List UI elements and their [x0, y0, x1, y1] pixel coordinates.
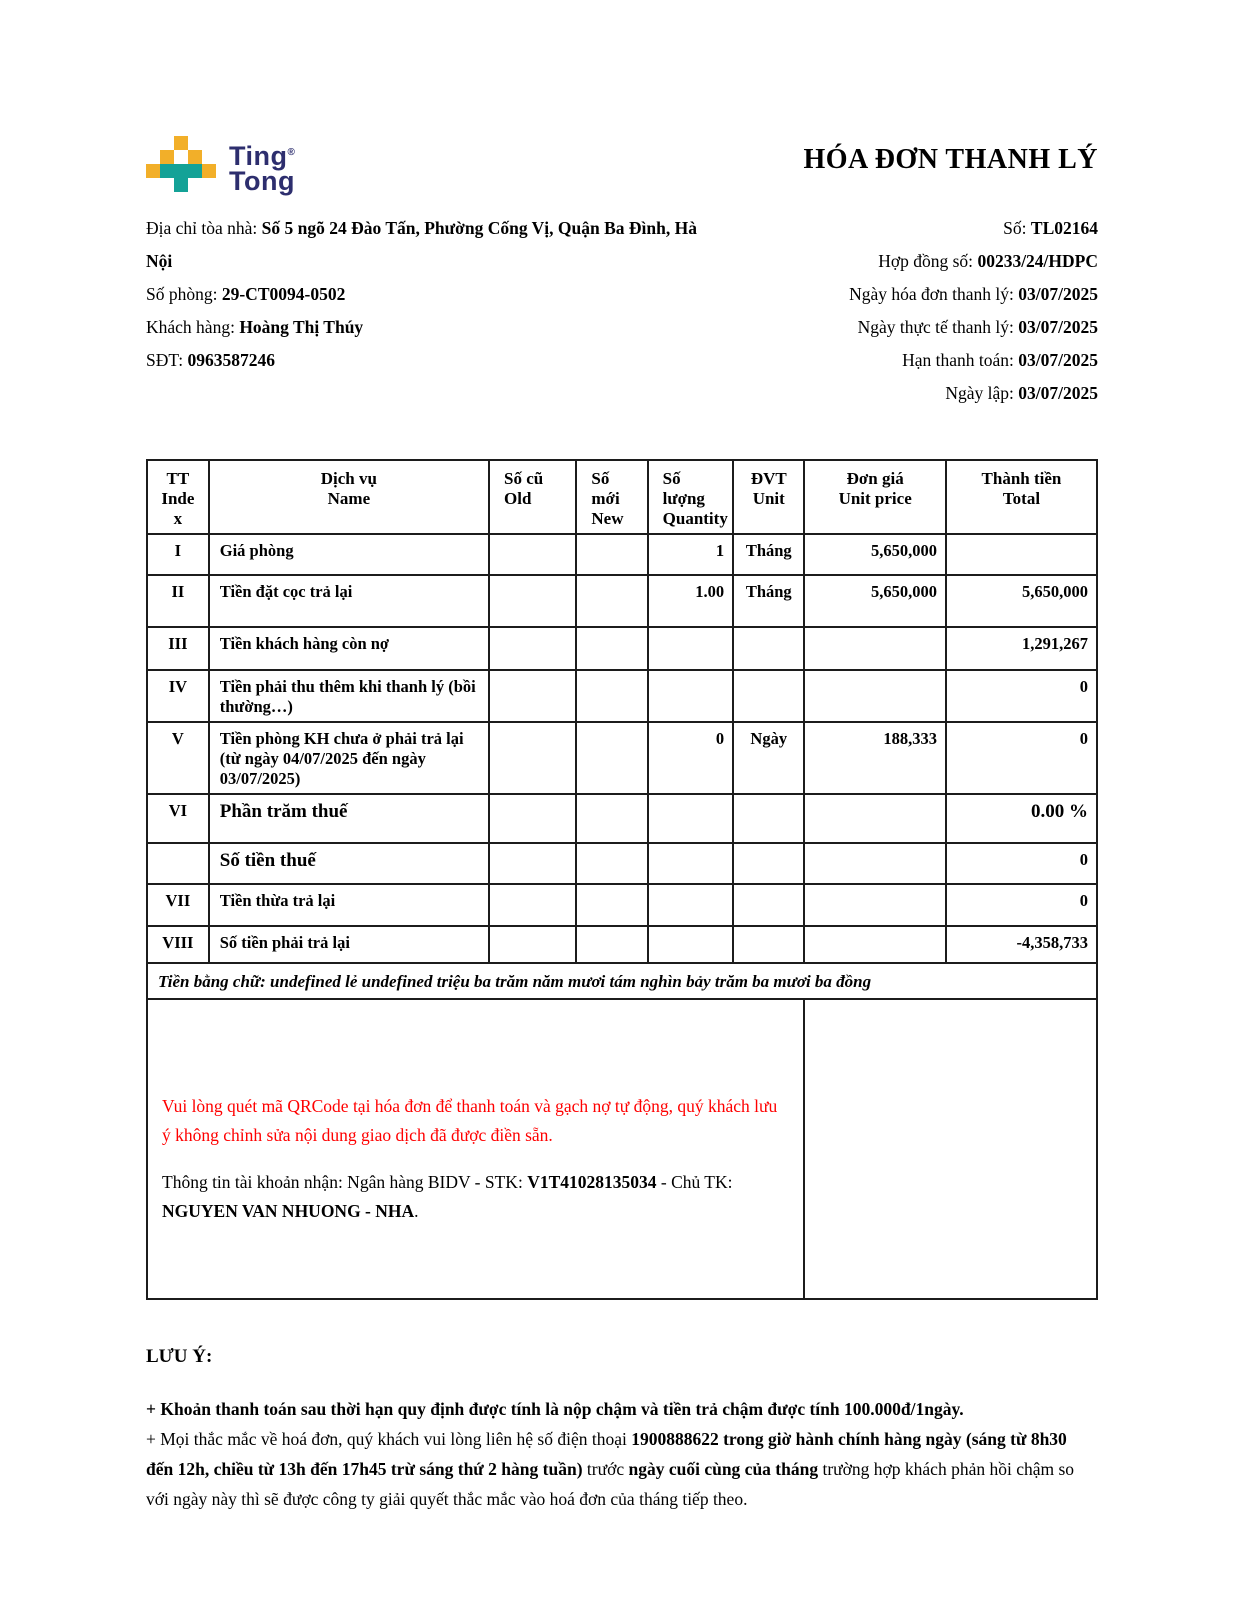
row-total: 0 — [946, 843, 1097, 884]
liquidation-invoice-date: Ngày hóa đơn thanh lý: 03/07/2025 — [849, 284, 1098, 305]
row-index: III — [147, 627, 209, 670]
row-total: 5,650,000 — [946, 575, 1097, 627]
customer-phone: SĐT: 0963587246 — [146, 350, 275, 371]
info-left — [146, 212, 706, 410]
row-unit — [733, 627, 804, 670]
row-service-name: Phần trăm thuế — [209, 794, 489, 843]
col-header-unit-price: Đơn giá Unit price — [804, 460, 946, 534]
row-new — [576, 926, 647, 963]
row-old — [489, 627, 576, 670]
row-old — [489, 670, 576, 722]
actual-liquidation-date: Ngày thực tế thanh lý: 03/07/2025 — [857, 317, 1098, 338]
row-unit: Tháng — [733, 534, 804, 575]
row-unit-price: 188,333 — [804, 722, 946, 794]
row-service-name: Tiền thừa trả lại — [209, 884, 489, 926]
invoice-number: Số: TL02164 — [1003, 218, 1098, 239]
row-new — [576, 884, 647, 926]
row-old — [489, 722, 576, 794]
info-right — [849, 212, 1098, 410]
table-row — [147, 575, 1097, 627]
row-unit-price — [804, 884, 946, 926]
page-title: HÓA ĐƠN THANH LÝ — [803, 144, 1098, 175]
row-old — [489, 794, 576, 843]
row-unit — [733, 884, 804, 926]
row-old — [489, 843, 576, 884]
row-total: 0 — [946, 670, 1097, 722]
table-row — [147, 884, 1097, 926]
row-quantity — [648, 794, 734, 843]
payment-deadline: Hạn thanh toán: 03/07/2025 — [902, 350, 1098, 371]
logo-line2: Tong — [229, 166, 295, 197]
row-index: VIII — [147, 926, 209, 963]
table-row — [147, 794, 1097, 843]
row-index: I — [147, 534, 209, 575]
row-quantity: 1.00 — [648, 575, 734, 627]
row-quantity — [648, 627, 734, 670]
table-row — [147, 670, 1097, 722]
row-index: V — [147, 722, 209, 794]
row-new — [576, 722, 647, 794]
table-row — [147, 926, 1097, 963]
row-unit-price: 5,650,000 — [804, 575, 946, 627]
row-index: IV — [147, 670, 209, 722]
room-number: Số phòng: 29-CT0094-0502 — [146, 284, 346, 305]
row-total — [946, 534, 1097, 575]
row-total: 1,291,267 — [946, 627, 1097, 670]
row-new — [576, 534, 647, 575]
row-service-name: Số tiền phải trả lại — [209, 926, 489, 963]
qr-code-area — [804, 999, 1097, 1299]
qr-payment-note: Vui lòng quét mã QRCode tại hóa đơn để thanh toán và gạch nợ tự động, quý khách lưu ý không chỉnh sửa nội dung giao dịch đã được điền sẵn. — [162, 1096, 778, 1146]
row-quantity: 0 — [648, 722, 734, 794]
row-quantity: 1 — [648, 534, 734, 575]
row-new — [576, 575, 647, 627]
col-header-unit: ĐVT Unit — [733, 460, 804, 534]
registered-mark: ® — [287, 147, 296, 158]
amount-in-words: Tiền bằng chữ: undefined lẻ undefined triệu ba trăm năm mươi tám nghìn bảy trăm ba mươi ba đồng — [147, 963, 1097, 999]
row-index: VII — [147, 884, 209, 926]
footer-notes — [146, 1342, 1098, 1514]
row-unit — [733, 843, 804, 884]
table-row — [147, 722, 1097, 794]
table-row — [147, 534, 1097, 575]
notes-title: LƯU Ý: — [146, 1346, 213, 1368]
row-service-name: Giá phòng — [209, 534, 489, 575]
row-unit — [733, 926, 804, 963]
row-total: 0 — [946, 884, 1097, 926]
row-new — [576, 794, 647, 843]
row-quantity — [648, 926, 734, 963]
row-quantity — [648, 843, 734, 884]
col-header-index: TTIndex — [147, 460, 209, 534]
row-old — [489, 575, 576, 627]
col-header-quantity: Số lượng Quantity — [648, 460, 734, 534]
row-service-name: Tiền phòng KH chưa ở phải trả lại (từ ngày 04/07/2025 đến ngày 03/07/2025) — [209, 722, 489, 794]
row-unit-price — [804, 670, 946, 722]
row-unit-price — [804, 926, 946, 963]
row-old — [489, 534, 576, 575]
row-unit: Tháng — [733, 575, 804, 627]
row-service-name: Tiền đặt cọc trả lại — [209, 575, 489, 627]
row-total: 0 — [946, 722, 1097, 794]
row-quantity — [648, 884, 734, 926]
header — [146, 136, 1098, 197]
payment-instructions-cell — [147, 999, 804, 1299]
customer-name: Khách hàng: Hoàng Thị Thúy — [146, 317, 364, 338]
contact-note: + Mọi thắc mắc về hoá đơn, quý khách vui lòng liên hệ số điện thoại 1900888622 trong giờ hành chính hàng ngày (sáng từ 8h30 đến 12h, chiều từ 13h đến 17h45 trừ sáng thứ 2 hàng tuần) trước ngày cuối cùng của tháng trường hợp khách phản hồi chậm so với ngày này thì sẽ được công ty giải quyết thắc mắc vào hoá đơn của tháng tiếp theo. — [146, 1429, 1075, 1510]
invoice-table — [146, 459, 1098, 1300]
row-total: 0.00 % — [946, 794, 1097, 843]
row-new — [576, 670, 647, 722]
logo-line1: Ting — [229, 141, 288, 171]
row-new — [576, 843, 647, 884]
row-old — [489, 884, 576, 926]
row-unit-price — [804, 794, 946, 843]
row-unit — [733, 670, 804, 722]
row-total: -4,358,733 — [946, 926, 1097, 963]
tingtong-logo — [146, 136, 296, 197]
row-old — [489, 926, 576, 963]
bank-account-info: Thông tin tài khoản nhận: Ngân hàng BIDV - STK: V1T41028135034 - Chủ TK: NGUYEN VAN NHUONG - NHA. — [162, 1172, 733, 1222]
row-unit: Ngày — [733, 722, 804, 794]
col-header-new: Số mới New — [576, 460, 647, 534]
invoice-info — [146, 212, 1098, 410]
row-service-name: Số tiền thuế — [209, 843, 489, 884]
row-unit-price: 5,650,000 — [804, 534, 946, 575]
tingtong-logo-icon — [146, 136, 216, 194]
row-unit — [733, 794, 804, 843]
table-row — [147, 843, 1097, 884]
row-new — [576, 627, 647, 670]
amount-in-words-row — [147, 963, 1097, 999]
col-header-service: Dịch vụ Name — [209, 460, 489, 534]
logo-wordmark — [229, 141, 296, 197]
row-quantity — [648, 670, 734, 722]
late-payment-note: + Khoản thanh toán sau thời hạn quy định được tính là nộp chậm và tiền trả chậm được tính 100.000đ/1ngày. — [146, 1399, 964, 1420]
row-unit-price — [804, 843, 946, 884]
table-row — [147, 627, 1097, 670]
col-header-total: Thành tiền Total — [946, 460, 1097, 534]
col-header-old: Số cũ Old — [489, 460, 576, 534]
building-address: Địa chỉ tòa nhà: Số 5 ngõ 24 Đào Tấn, Phường Cống Vị, Quận Ba Đình, Hà Nội — [146, 218, 697, 272]
row-index: II — [147, 575, 209, 627]
issue-date: Ngày lập: 03/07/2025 — [945, 383, 1098, 404]
table-header-row — [147, 460, 1097, 534]
row-service-name: Tiền phải thu thêm khi thanh lý (bồi thường…) — [209, 670, 489, 722]
row-index: VI — [147, 794, 209, 843]
row-unit-price — [804, 627, 946, 670]
payment-row — [147, 999, 1097, 1299]
contract-number: Hợp đồng số: 00233/24/HDPC — [878, 251, 1098, 272]
row-index — [147, 843, 209, 884]
row-service-name: Tiền khách hàng còn nợ — [209, 627, 489, 670]
